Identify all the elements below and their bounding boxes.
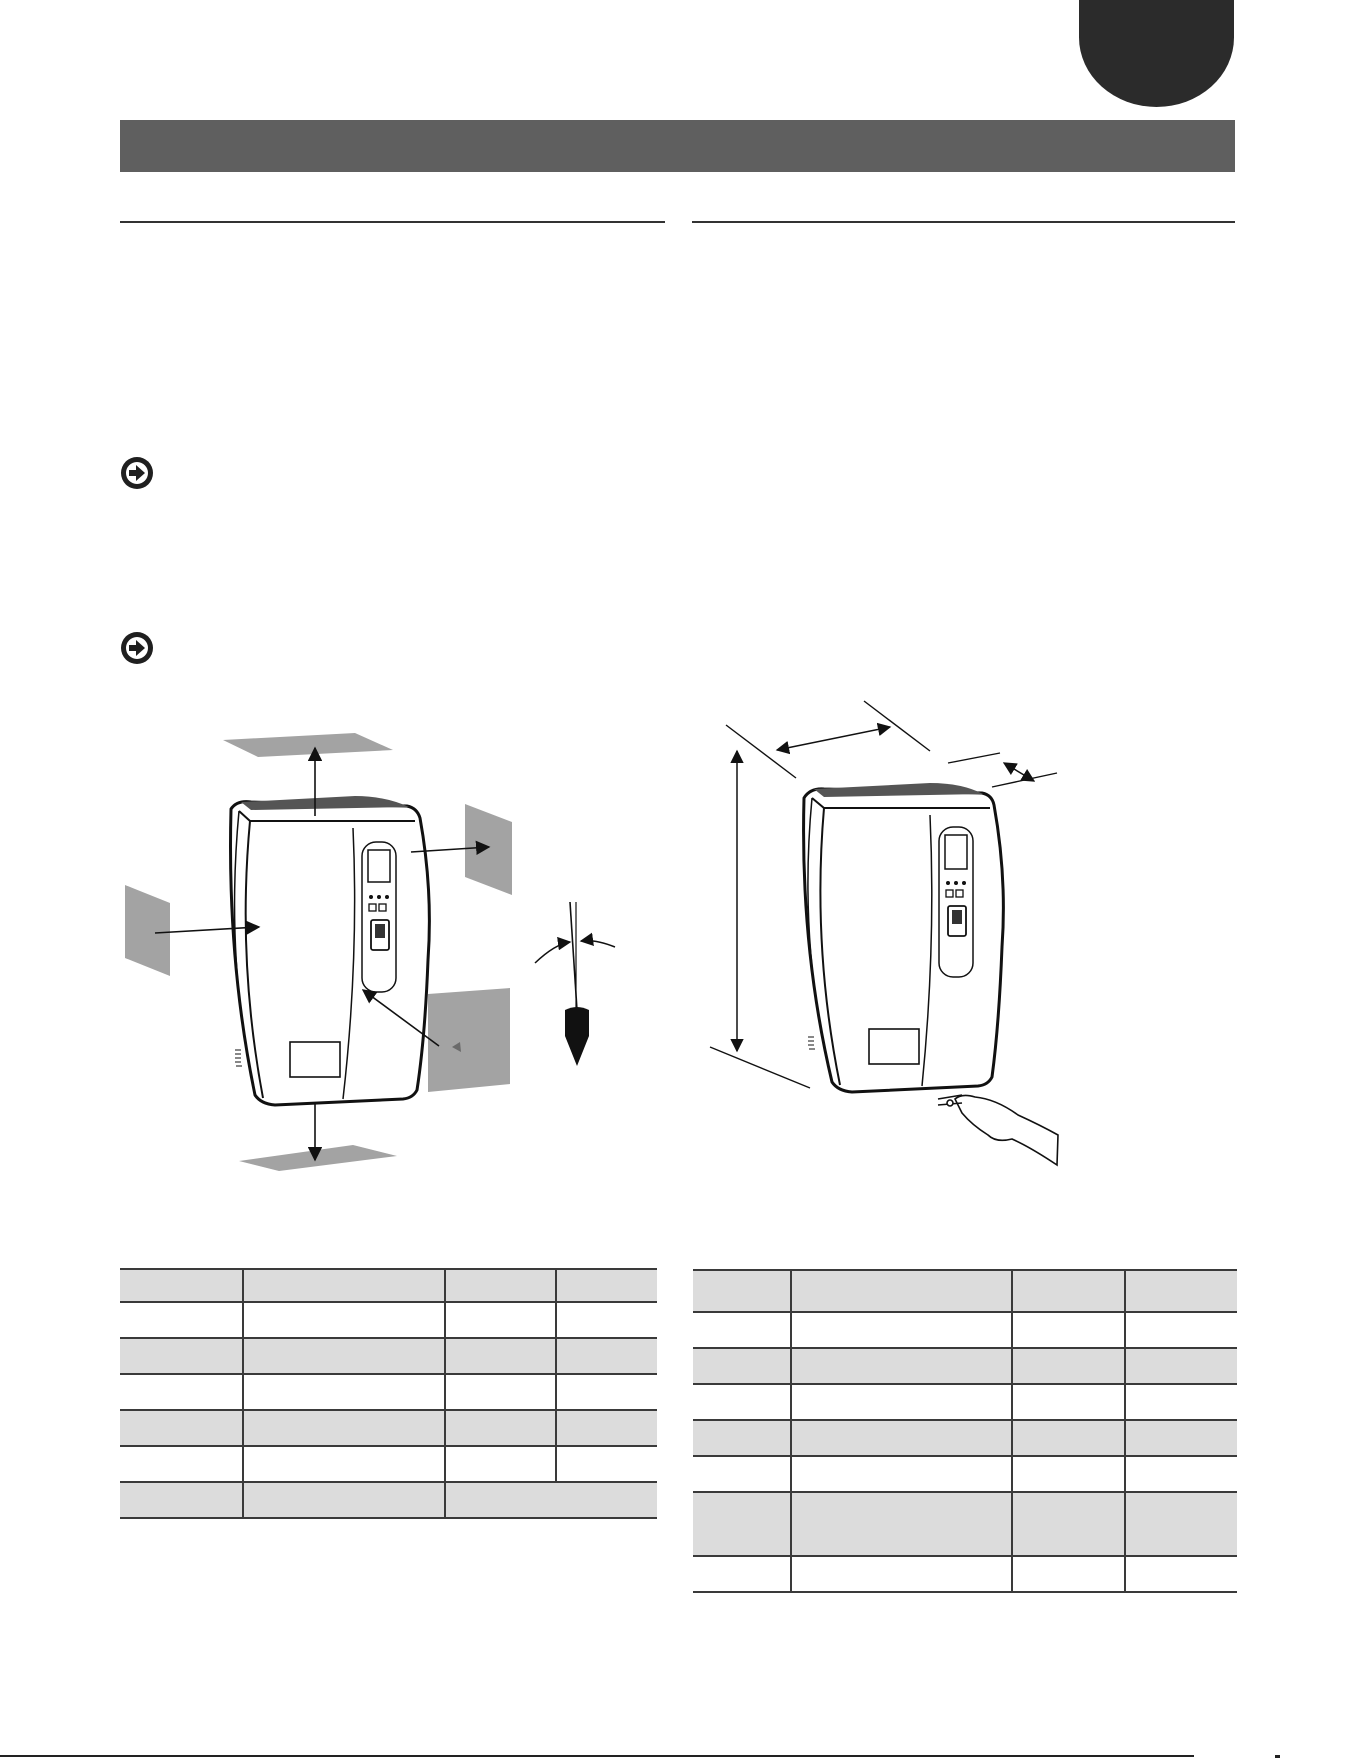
table-row [693,1312,1237,1348]
table-row [693,1270,1237,1312]
hand-icon [938,1095,1058,1165]
table-row [120,1446,657,1482]
table-row [693,1384,1237,1420]
table-row [120,1482,657,1518]
section-title-band [120,120,1235,172]
table-row [120,1338,657,1374]
right-spec-table [693,1269,1237,1593]
table-row [693,1556,1237,1592]
table-row [693,1456,1237,1492]
display-screen [368,850,390,882]
left-clearance-panel [125,885,170,976]
front-clearance-panel [428,988,510,1092]
table-row [693,1348,1237,1384]
table-row [120,1269,657,1302]
right-clearance-panel [465,804,512,895]
table-row [693,1420,1237,1456]
footer-rule [0,1755,1194,1757]
right-column-heading-rule [692,221,1235,223]
left-spec-table [120,1268,657,1519]
page-number-tab [1079,0,1234,107]
humidifier-unit [231,802,430,1105]
table-row [693,1492,1237,1556]
table-row [120,1374,657,1410]
left-column-heading-rule [120,221,665,223]
arrow-right-circle-icon [120,631,154,665]
plumb-bob-icon [535,902,615,1066]
humidifier-clearance-diagram [115,720,655,1185]
bottom-clearance-panel [239,1145,397,1171]
top-clearance-panel [223,733,393,757]
table-row [120,1410,657,1446]
footer-page-mark [1275,1755,1280,1758]
arrow-right-circle-icon [120,456,154,490]
table-row [120,1302,657,1338]
humidifier-dimensions-diagram [700,695,1080,1175]
